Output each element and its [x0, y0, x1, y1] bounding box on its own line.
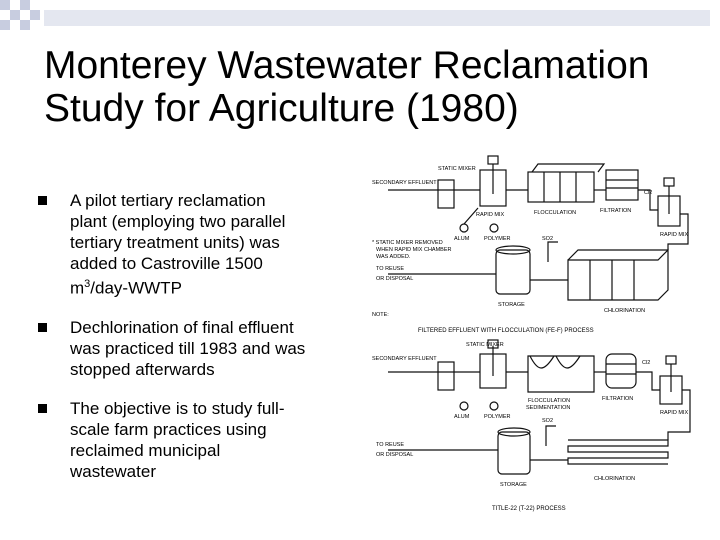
label-reuse-line2: OR DISPOSAL: [376, 276, 414, 282]
bullet-text-line: Dechlorination of final effluent: [70, 317, 294, 337]
slide-title-line1: Monterey Wastewater Reclamation: [44, 44, 650, 87]
filtration-unit: [606, 170, 638, 200]
static-mixer-unit: [438, 180, 454, 208]
label-note-line1: * STATIC MIXER REMOVED: [372, 240, 443, 246]
label-rapid-mix-bottom: RAPID MIX: [660, 410, 689, 416]
label-so2: SO2: [542, 236, 554, 242]
bullet-square-icon: [38, 323, 47, 332]
unit-text: m: [70, 278, 85, 298]
flocculation-basin: [528, 172, 594, 202]
static-mixer-unit-bottom: [438, 362, 454, 390]
bullet-text-line: The objective is to study full-: [70, 398, 285, 418]
label-note-line2: WHEN RAPID MIX CHAMBER: [376, 247, 452, 253]
storage-tank-bottom: [498, 432, 530, 474]
bullet-text-line: plant (employing two parallel: [70, 212, 286, 231]
header-checker-decoration: [0, 0, 720, 40]
bullet-text-line: A pilot tertiary reclamation: [70, 191, 266, 210]
caption-t22: TITLE-22 (T-22) PROCESS: [492, 506, 566, 512]
label-secondary-effluent-bottom: SECONDARY EFFLUENT: [372, 356, 437, 362]
label-rapid-mix-right: RAPID MIX: [660, 232, 689, 238]
bullet-item-objective: [38, 398, 368, 482]
filtration-unit-bottom: [606, 354, 636, 388]
slide-title: [44, 44, 704, 130]
slide-title-line2: Study for Agriculture (1980): [44, 87, 519, 130]
bullet-text-line: added to Castroville 1500: [70, 254, 263, 273]
bullet-text-line: scale farm practices using: [70, 419, 267, 439]
bullet-text-line: [70, 274, 368, 299]
label-flocculation: FLOCCULATION: [534, 210, 577, 216]
label-note-line3: WAS ADDED.: [376, 254, 411, 260]
bullet-list: [38, 190, 368, 500]
label-polymer: POLYMER: [484, 236, 511, 242]
bullet-text-line: was practiced till 1983 and was: [70, 338, 306, 358]
label-storage: STORAGE: [498, 302, 525, 308]
label-cl2: Cl2: [644, 190, 653, 196]
chlorination-basin: [568, 250, 668, 300]
flocculation-sedimentation-basin: [528, 356, 594, 392]
caption-fe-f: FILTERED EFFLUENT WITH FLOCCULATION (FE-F) PROCESS: [418, 328, 594, 334]
bullet-text-line: tertiary treatment units) was: [70, 233, 280, 252]
label-so2-bottom: SO2: [542, 418, 554, 424]
bullet-square-icon: [38, 196, 47, 205]
label-static-mixer-bottom: STATIC MIXER: [466, 342, 504, 348]
label-reuse-bottom-line2: OR DISPOSAL: [376, 452, 414, 458]
label-alum-bottom: ALUM: [454, 414, 470, 420]
unit-superscript: 3: [84, 278, 91, 290]
bullet-text-line: wastewater: [70, 461, 156, 481]
storage-tank: [496, 250, 530, 294]
process-flow-diagram: [368, 150, 708, 520]
bullet-text-line: stopped afterwards: [70, 359, 215, 379]
label-reuse-line1: TO REUSE: [376, 266, 405, 272]
bullet-text-line: reclaimed municipal: [70, 440, 221, 460]
bullet-item-pilot-plant: [38, 190, 368, 299]
label-reuse-bottom-line1: TO REUSE: [376, 442, 405, 448]
label-storage-bottom: STORAGE: [500, 482, 527, 488]
bullet-square-icon: [38, 404, 47, 413]
label-filtration-bottom: FILTRATION: [602, 396, 634, 402]
label-polymer-bottom: POLYMER: [484, 414, 511, 420]
label-static-mixer: STATIC MIXER: [438, 166, 476, 172]
label-filtration: FILTRATION: [600, 208, 632, 214]
label-flocculation-bottom: FLOCCULATION: [528, 398, 571, 404]
label-cl2-bottom: Cl2: [642, 360, 651, 366]
label-chlorination-bottom: CHLORINATION: [594, 476, 636, 482]
label-rapid-mix: RAPID MIX: [476, 212, 505, 218]
label-sedimentation-bottom: SEDIMENTATION: [526, 405, 571, 411]
label-note: NOTE:: [372, 312, 389, 318]
unit-text: /day-WWTP: [90, 278, 182, 298]
chlorination-serpentine: [568, 440, 668, 464]
label-chlorination: CHLORINATION: [604, 308, 646, 314]
label-secondary-effluent: SECONDARY EFFLUENT: [372, 180, 437, 186]
bullet-item-dechlorination: [38, 317, 368, 380]
label-alum: ALUM: [454, 236, 470, 242]
